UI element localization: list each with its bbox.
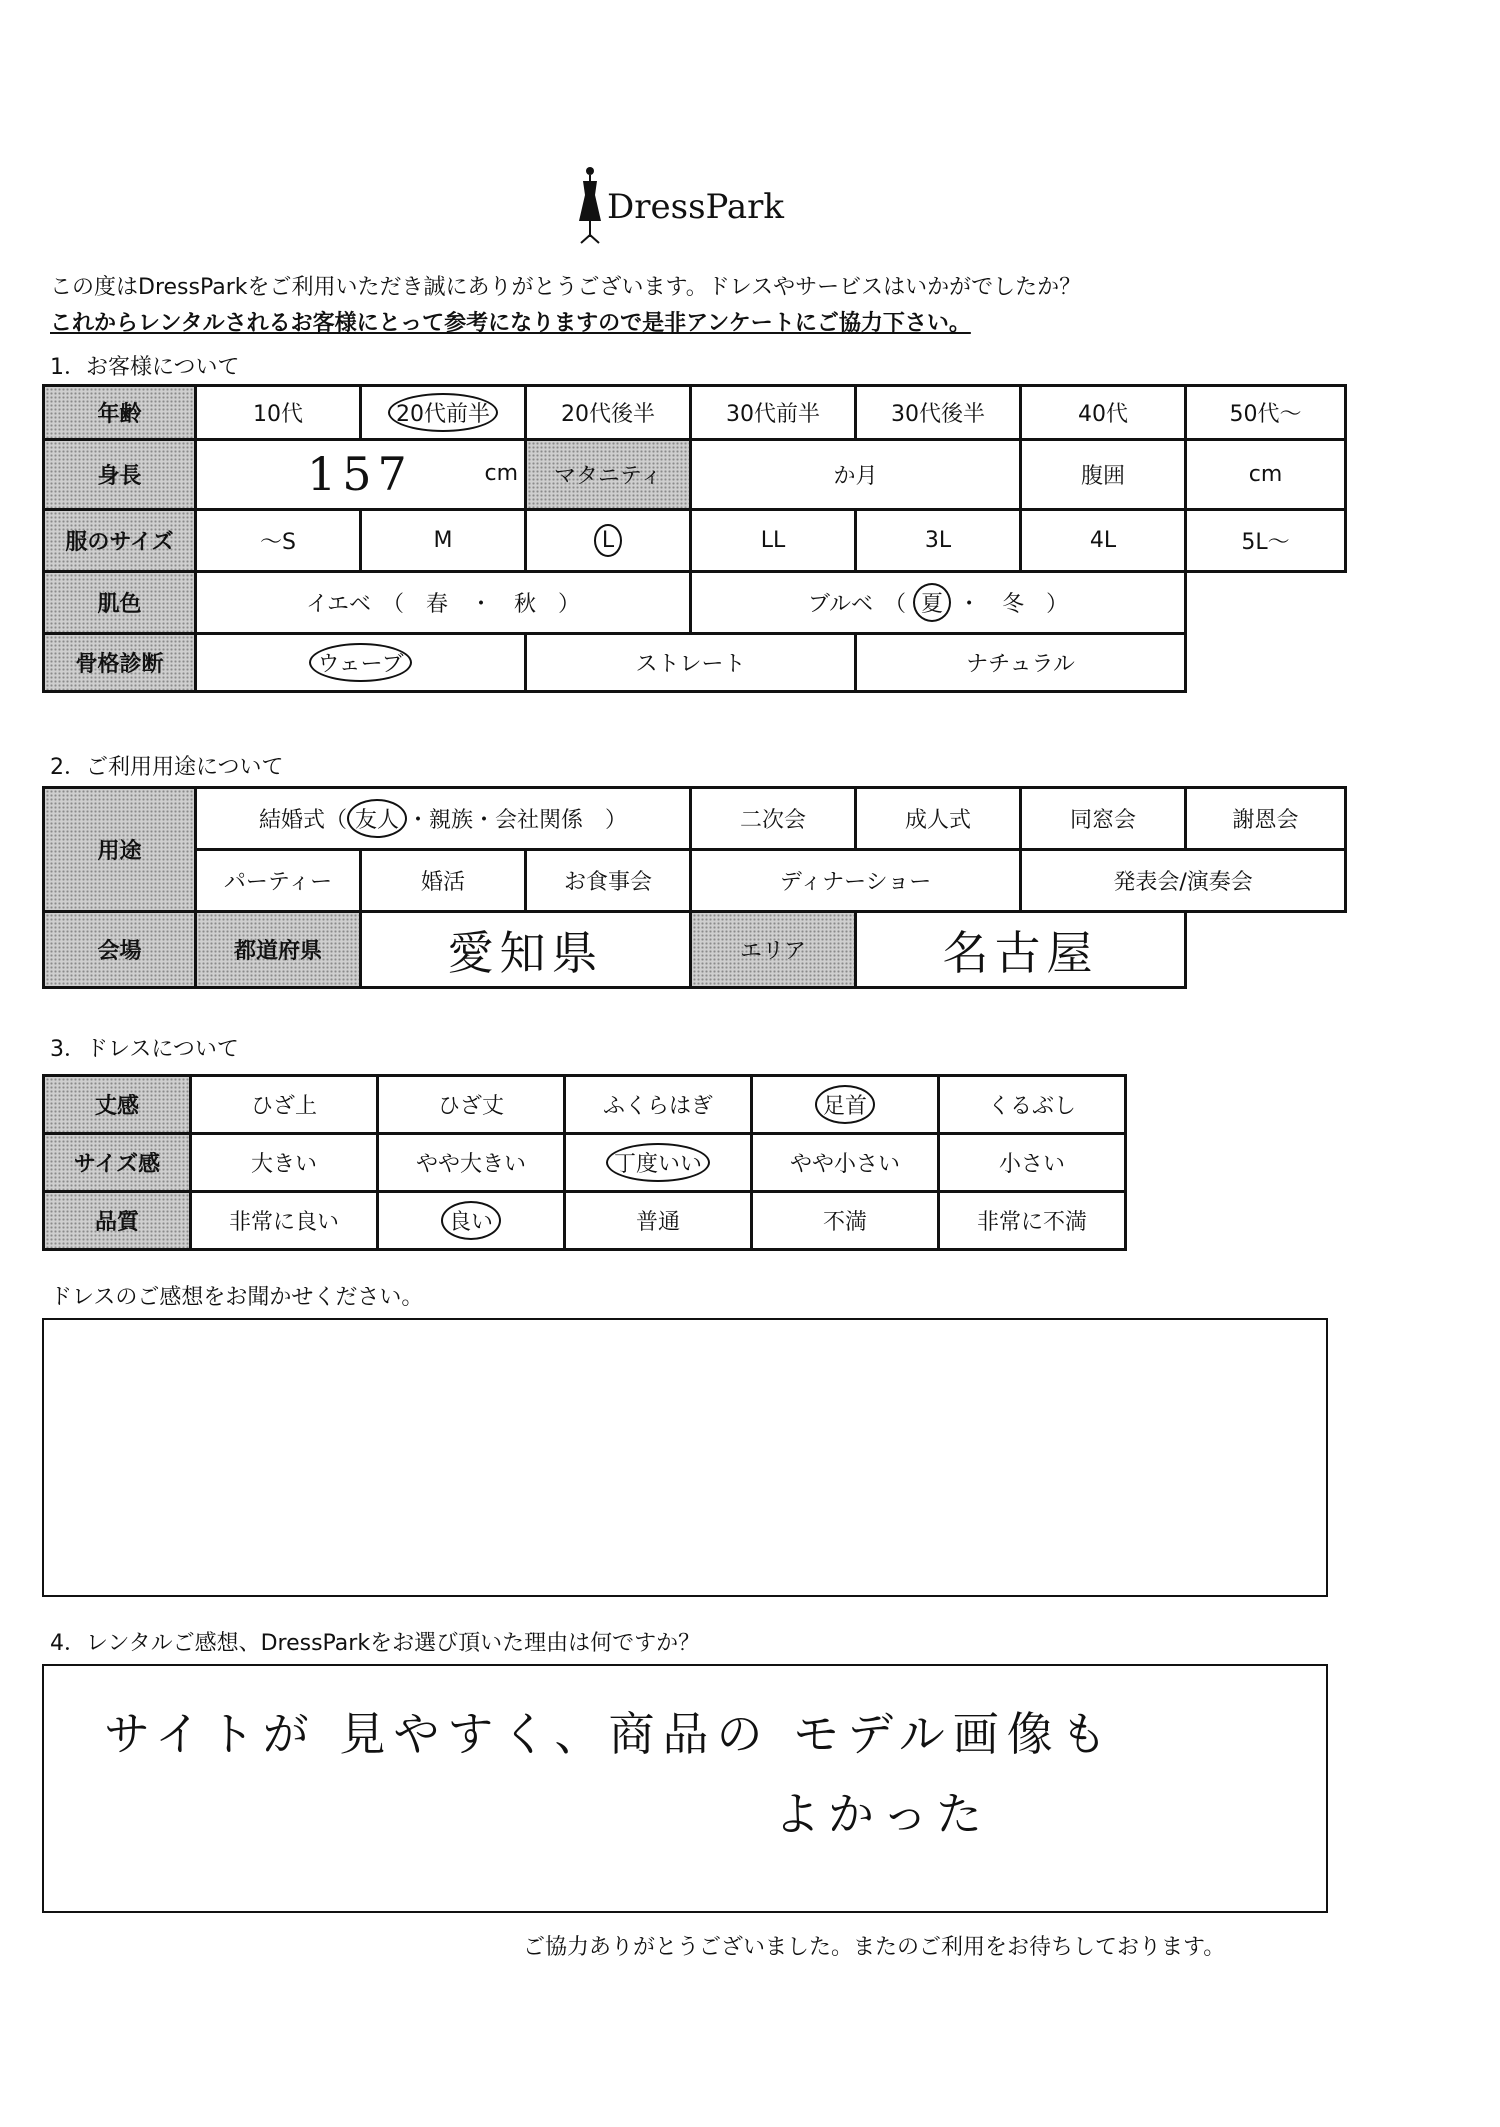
skeleton-option[interactable]: ナチュラル	[856, 634, 1186, 692]
selection-circle: 足首	[815, 1085, 875, 1124]
usage-row-2	[44, 850, 1346, 912]
area-value: 名古屋	[942, 925, 1099, 980]
length-option-selected[interactable]	[752, 1076, 939, 1134]
venue-label: 会場	[44, 912, 196, 988]
length-option[interactable]: くるぶし	[939, 1076, 1126, 1134]
fit-option-selected[interactable]	[565, 1134, 752, 1192]
fit-option[interactable]: やや小さい	[752, 1134, 939, 1192]
maternity-months-field[interactable]	[691, 440, 1021, 510]
wedding-prefix: 結婚式（	[258, 808, 347, 833]
skeleton-option[interactable]: ストレート	[526, 634, 856, 692]
usage-option[interactable]: 謝恩会	[1186, 788, 1346, 850]
quality-option[interactable]: 非常に良い	[191, 1192, 378, 1250]
area-label: エリア	[691, 912, 856, 988]
selection-circle: 良い	[441, 1201, 501, 1240]
reason-answer-line-1: サイトが 見やすく、商品の モデル画像も	[104, 1707, 1115, 1761]
wedding-suffix: ・親族・会社関係 ）	[407, 808, 628, 833]
section-2-title: 2．ご利用用途について	[50, 755, 284, 780]
skeleton-row	[44, 634, 1346, 692]
skin-label: 肌色	[44, 572, 196, 634]
size-option[interactable]: 5L～	[1186, 510, 1346, 572]
height-unit: cm	[484, 461, 518, 486]
skin-yellow-option[interactable]: イエベ （ 春 ・ 秋 ）	[196, 572, 691, 634]
skeleton-option-selected[interactable]	[196, 634, 526, 692]
usage-option[interactable]: お食事会	[526, 850, 691, 912]
fit-row	[44, 1134, 1126, 1192]
selection-circle: 丁度いい	[606, 1143, 710, 1182]
skin-row	[44, 572, 1346, 634]
section-3-title: 3．ドレスについて	[50, 1037, 239, 1062]
intro-line-1: この度はDressParkをご利用いただき誠にありがとうございます。ドレスやサービスはいかがでしたか？	[50, 275, 1082, 300]
dress-comment-box[interactable]	[42, 1318, 1328, 1597]
skeleton-label: 骨格診断	[44, 634, 196, 692]
waist-label: 腹囲	[1021, 440, 1186, 510]
quality-option[interactable]: 非常に不満	[939, 1192, 1126, 1250]
selection-circle: L	[594, 524, 622, 557]
size-option[interactable]: M	[361, 510, 526, 572]
age-option[interactable]: 10代	[196, 386, 361, 440]
height-value: 157	[307, 447, 413, 501]
usage-option[interactable]: 同窓会	[1021, 788, 1186, 850]
age-label: 年齢	[44, 386, 196, 440]
size-option[interactable]: ～S	[196, 510, 361, 572]
size-label: 服のサイズ	[44, 510, 196, 572]
length-option[interactable]: ひざ丈	[378, 1076, 565, 1134]
fit-option[interactable]: 大きい	[191, 1134, 378, 1192]
months-unit: か月	[833, 464, 878, 489]
size-option[interactable]: LL	[691, 510, 856, 572]
skin-blue-option[interactable]	[691, 572, 1186, 634]
quality-label: 品質	[44, 1192, 191, 1250]
selection-circle: ウェーブ	[309, 643, 411, 682]
customer-table	[42, 384, 1347, 693]
intro-line-2: これからレンタルされるお客様にとって参考になりますので是非アンケートにご協力下さい。	[50, 311, 971, 336]
usage-option[interactable]: 成人式	[856, 788, 1021, 850]
venue-row	[44, 912, 1346, 988]
usage-table	[42, 786, 1347, 989]
brand-logo	[575, 165, 785, 245]
dress-icon	[575, 165, 605, 245]
age-option[interactable]: 20代後半	[526, 386, 691, 440]
area-field[interactable]	[856, 912, 1186, 988]
usage-option[interactable]: 婚活	[361, 850, 526, 912]
dress-comment-prompt: ドレスのご感想をお聞かせください。	[50, 1285, 424, 1310]
prefecture-label: 都道府県	[196, 912, 361, 988]
skin-blue-suffix: ・ 冬 ）	[958, 592, 1069, 617]
height-label: 身長	[44, 440, 196, 510]
reason-answer-box[interactable]	[42, 1664, 1328, 1913]
length-option[interactable]: ふくらはぎ	[565, 1076, 752, 1134]
quality-option[interactable]: 不満	[752, 1192, 939, 1250]
selection-circle: 20代前半	[388, 393, 498, 432]
usage-option[interactable]: 二次会	[691, 788, 856, 850]
usage-option[interactable]: ディナーショー	[691, 850, 1021, 912]
size-option[interactable]: 3L	[856, 510, 1021, 572]
height-row	[44, 440, 1346, 510]
size-option-selected[interactable]	[526, 510, 691, 572]
quality-option[interactable]: 普通	[565, 1192, 752, 1250]
usage-option[interactable]: 発表会/演奏会	[1021, 850, 1346, 912]
size-row	[44, 510, 1346, 572]
skin-blue-prefix: ブルベ （	[807, 592, 907, 617]
fit-label: サイズ感	[44, 1134, 191, 1192]
age-option[interactable]: 50代～	[1186, 386, 1346, 440]
section-1-title: 1．お客様について	[50, 355, 240, 380]
brand-name: DressPark	[607, 187, 785, 227]
waist-unit: cm	[1248, 462, 1283, 487]
reason-answer-line-2: よかった	[774, 1787, 990, 1841]
wedding-option[interactable]	[196, 788, 691, 850]
thanks-message: ご協力ありがとうございました。またのご利用をお待ちしております。	[523, 1935, 1226, 1960]
size-option[interactable]: 4L	[1021, 510, 1186, 572]
age-option[interactable]: 30代後半	[856, 386, 1021, 440]
age-option[interactable]: 40代	[1021, 386, 1186, 440]
length-option[interactable]: ひざ上	[191, 1076, 378, 1134]
waist-field[interactable]	[1186, 440, 1346, 510]
length-label: 丈感	[44, 1076, 191, 1134]
usage-label: 用途	[44, 788, 196, 912]
usage-row-1	[44, 788, 1346, 850]
maternity-label: マタニティ	[526, 440, 691, 510]
length-row	[44, 1076, 1126, 1134]
fit-option[interactable]: 小さい	[939, 1134, 1126, 1192]
quality-option-selected[interactable]	[378, 1192, 565, 1250]
selection-circle: 友人	[347, 799, 407, 838]
age-option-selected[interactable]	[361, 386, 526, 440]
fit-option[interactable]: やや大きい	[378, 1134, 565, 1192]
usage-option[interactable]: パーティー	[196, 850, 361, 912]
age-option[interactable]: 30代前半	[691, 386, 856, 440]
prefecture-field[interactable]	[361, 912, 691, 988]
section-4-title: 4．レンタルご感想、DressParkをお選び頂いた理由は何ですか？	[50, 1631, 701, 1656]
height-field[interactable]	[196, 440, 526, 510]
quality-row	[44, 1192, 1126, 1250]
dress-table	[42, 1074, 1127, 1251]
age-row	[44, 386, 1346, 440]
prefecture-value: 愛知県	[447, 925, 604, 980]
selection-circle: 夏	[913, 583, 951, 622]
